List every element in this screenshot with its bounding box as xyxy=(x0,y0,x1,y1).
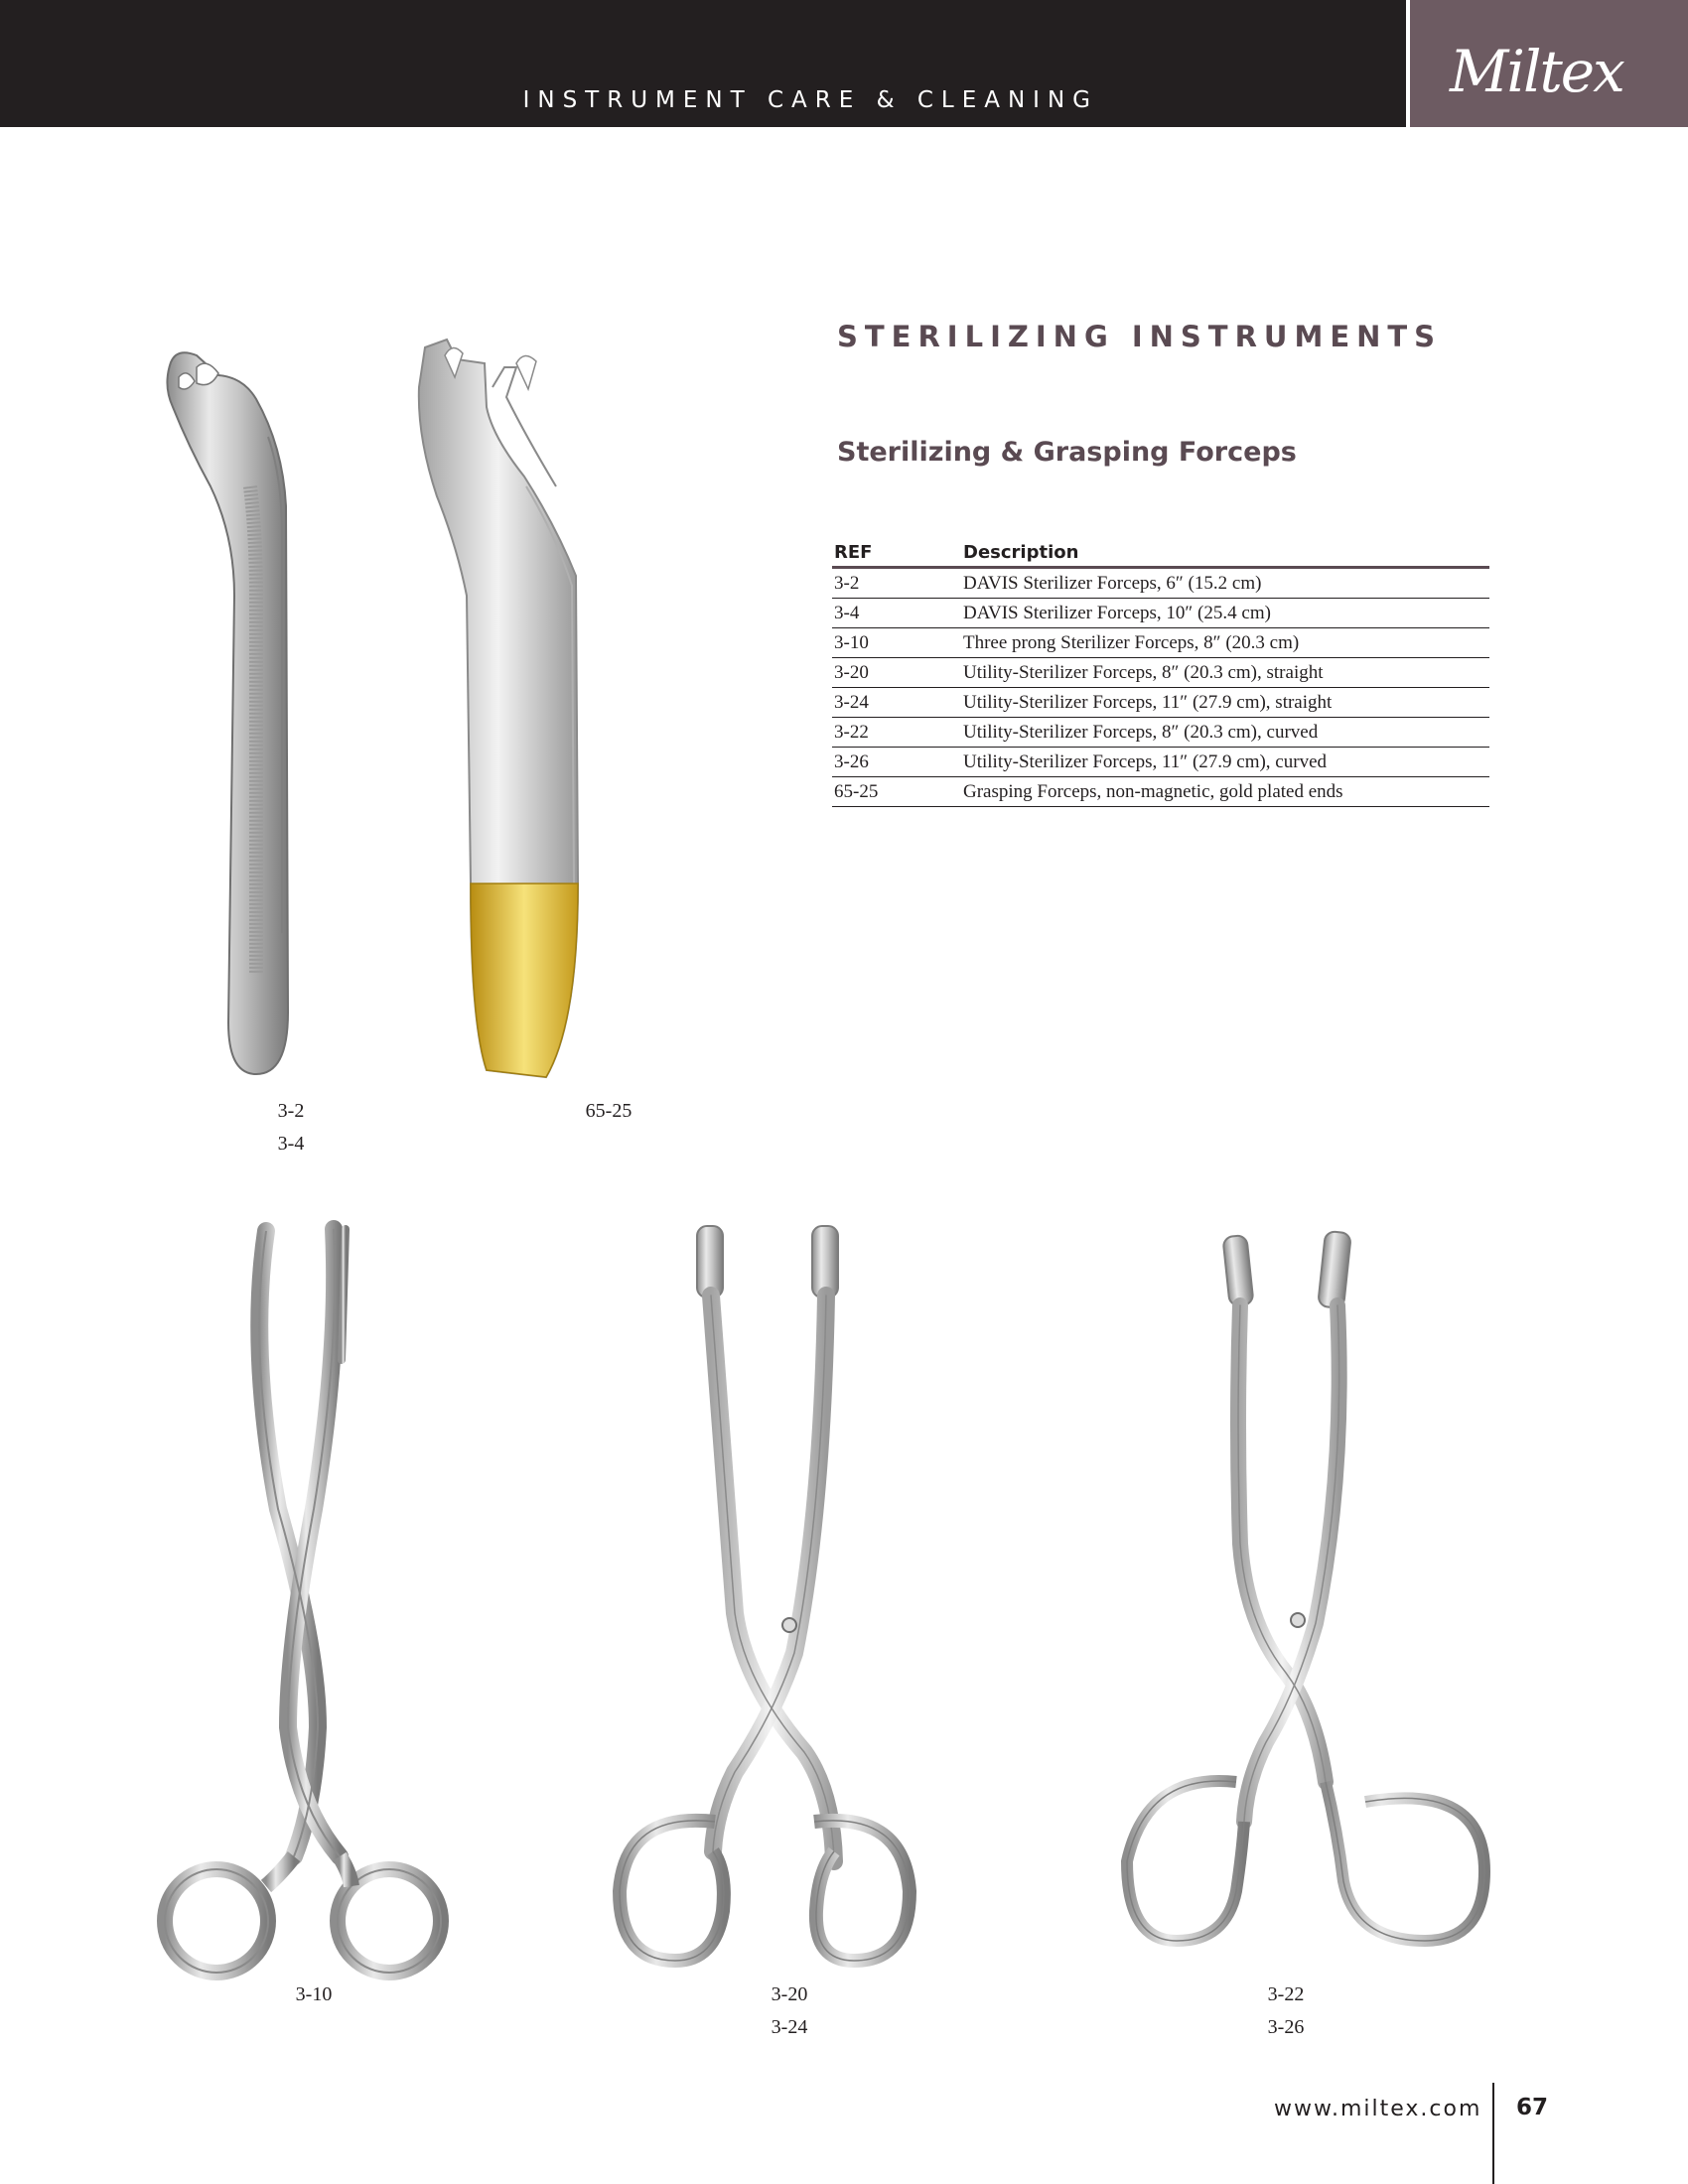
header-bar xyxy=(0,0,1406,127)
miltex-logo: Miltex xyxy=(1450,38,1623,105)
table-row xyxy=(832,748,1489,777)
caption-ref: 3-20 xyxy=(771,1983,808,2005)
column-header-description: Description xyxy=(961,540,1489,568)
description-cell: Utility-Sterilizer Forceps, 8″ (20.3 cm), curved xyxy=(961,718,1489,748)
footer-divider xyxy=(1492,2083,1494,2184)
caption-utility-curved xyxy=(1226,1979,1345,2044)
caption-grasping xyxy=(549,1095,668,1128)
caption-ref: 3-4 xyxy=(277,1133,305,1155)
ref-cell: 3-2 xyxy=(832,568,961,599)
ref-cell: 3-10 xyxy=(832,628,961,658)
ref-cell: 3-24 xyxy=(832,688,961,718)
caption-three-prong xyxy=(254,1979,373,2011)
ref-cell: 3-22 xyxy=(832,718,961,748)
logo-box xyxy=(1410,0,1688,127)
caption-ref: 3-24 xyxy=(771,2016,808,2038)
header-title: INSTRUMENT CARE & CLEANING xyxy=(522,87,1098,113)
utility-sterilizer-forceps-straight-image xyxy=(606,1216,923,1980)
sub-title: Sterilizing & Grasping Forceps xyxy=(837,437,1297,468)
table-row xyxy=(832,688,1489,718)
description-cell: DAVIS Sterilizer Forceps, 6″ (15.2 cm) xyxy=(961,568,1489,599)
table-row xyxy=(832,568,1489,599)
table-row xyxy=(832,718,1489,748)
caption-davis xyxy=(231,1095,351,1160)
table-row xyxy=(832,628,1489,658)
davis-sterilizer-forceps-image xyxy=(149,338,348,1082)
section-title: STERILIZING INSTRUMENTS xyxy=(837,320,1443,353)
column-header-ref: REF xyxy=(832,540,961,568)
utility-sterilizer-forceps-curved-image xyxy=(1117,1226,1514,1980)
footer-website: www.miltex.com xyxy=(1274,2097,1482,2121)
table-row xyxy=(832,599,1489,628)
table-row xyxy=(832,658,1489,688)
ref-cell: 3-20 xyxy=(832,658,961,688)
table-header-row xyxy=(832,540,1489,568)
description-cell: Utility-Sterilizer Forceps, 11″ (27.9 cm), curved xyxy=(961,748,1489,777)
grasping-forceps-image xyxy=(397,328,655,1082)
caption-ref: 3-2 xyxy=(277,1100,305,1122)
product-table xyxy=(832,540,1489,807)
description-cell: Utility-Sterilizer Forceps, 11″ (27.9 cm), straight xyxy=(961,688,1489,718)
caption-ref: 3-26 xyxy=(1267,2016,1305,2038)
ref-cell: 65-25 xyxy=(832,777,961,807)
description-cell: Utility-Sterilizer Forceps, 8″ (20.3 cm), straight xyxy=(961,658,1489,688)
page-number: 67 xyxy=(1516,2095,1549,2120)
description-cell: DAVIS Sterilizer Forceps, 10″ (25.4 cm) xyxy=(961,599,1489,628)
caption-ref: 3-22 xyxy=(1267,1983,1305,2005)
description-cell: Grasping Forceps, non-magnetic, gold plated ends xyxy=(961,777,1489,807)
three-prong-sterilizer-forceps-image xyxy=(129,1211,487,1995)
table-row xyxy=(832,777,1489,807)
ref-cell: 3-26 xyxy=(832,748,961,777)
caption-ref: 65-25 xyxy=(585,1100,633,1122)
caption-utility-straight xyxy=(730,1979,849,2044)
ref-cell: 3-4 xyxy=(832,599,961,628)
description-cell: Three prong Sterilizer Forceps, 8″ (20.3 cm) xyxy=(961,628,1489,658)
caption-ref: 3-10 xyxy=(295,1983,333,2005)
